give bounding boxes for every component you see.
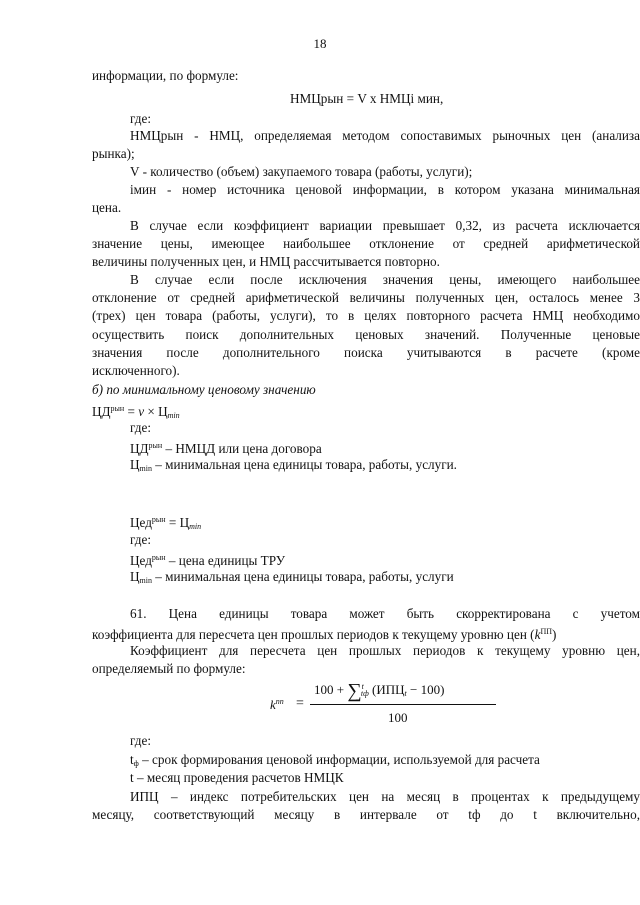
definition-line: ИПЦ – индекс потребительских цен на месяц в процентах к предыдущему (130, 789, 640, 804)
definition-line: Цед$^{рын}$ – цена единицы ТРУ (130, 553, 286, 568)
text-line: величины полученных цен, и НМЦ рассчитывается повторно. (92, 254, 440, 269)
text-line: где: (130, 111, 151, 126)
text-line: отклонение от средней арифметической величины полученных цен, осталось менее 3 (92, 290, 640, 305)
formula-equals: = (296, 696, 304, 711)
text-line: где: (130, 420, 151, 435)
subheading: б) по минимальному ценовому значению (92, 382, 316, 397)
fraction-bar (310, 704, 496, 705)
formula-k-symbol: $k^{пп}$ (270, 697, 284, 712)
formula-contract-price: $ЦД^{рын} = v \times Ц_{min}$ (92, 404, 180, 420)
text-line: НМЦрын - НМЦ, определяемая методом сопоставимых рыночных цен (анализа (130, 128, 640, 143)
text-line: цена. (92, 200, 122, 215)
definition-line: t – месяц проведения расчетов НМЦК (130, 770, 344, 785)
page-number: 18 (313, 36, 327, 51)
definition-line: $t_ф$ – срок формирования ценовой информации, используемой для расчета (130, 752, 540, 768)
text-line: рынка); (92, 146, 135, 161)
text-line: где: (130, 532, 151, 547)
formula-denominator: 100 (388, 710, 408, 725)
formula-numerator: 100 + ∑$^t_{tф}$ $(ИПЦ_t - 100)$ (314, 680, 445, 702)
text-line: В случае если коэффициент вариации превышает 0,32, из расчета исключается (130, 218, 640, 233)
text-line: осуществить поиск дополнительных ценовых значений. Полученные ценовые (92, 327, 640, 342)
definition-line: $ЦД^{рын}$ – НМЦД или цена договора (130, 441, 322, 456)
text-line: значения после дополнительного поиска учитываются в расчете (кроме (92, 345, 640, 360)
formula-nmc: НМЦрын = V x НМЦi мин, (290, 91, 444, 106)
formula-unit-price: $Цед^{рын} = Ц_{min}$ (130, 515, 202, 531)
paragraph-61: 61. Цена единицы товара может быть скорректирована с учетом (130, 606, 640, 621)
text-line: iмин - номер источника ценовой информации, в котором указана минимальная (130, 182, 640, 197)
text-line: информации, по формуле: (92, 68, 239, 83)
text-line: месяцу, соответствующий месяцу в интервале от tф до t включительно, (92, 807, 640, 822)
text-line: (трех) цен товара (работы, услуги), то в целях повторного расчета НМЦ необходимо (92, 308, 640, 323)
text-line: V - количество (объем) закупаемого товара (работы, услуги); (130, 164, 473, 179)
text-line: значение цены, имеющее наибольшее отклонение от средней арифметической (92, 236, 640, 251)
text-line: определяемый по формуле: (92, 661, 246, 676)
text-line: где: (130, 733, 151, 748)
text-line: коэффициента для пересчета цен прошлых периодов к текущему уровню цен $(k^{ПП})$ (92, 627, 557, 642)
text-line: В случае если после исключения значения цены, имеющего наибольшее (130, 272, 640, 287)
formula-k-pp (270, 676, 610, 728)
definition-line: $Ц_{min}$ – минимальная цена единицы товара, работы, услуги. (130, 457, 457, 473)
definition-line: $Ц_{min}$ – минимальная цена единицы товара, работы, услуги (130, 569, 454, 585)
text-line: Коэффициент для пересчета цен прошлых периодов к текущему уровню цен, (130, 643, 640, 658)
text-line: исключенного). (92, 363, 180, 378)
